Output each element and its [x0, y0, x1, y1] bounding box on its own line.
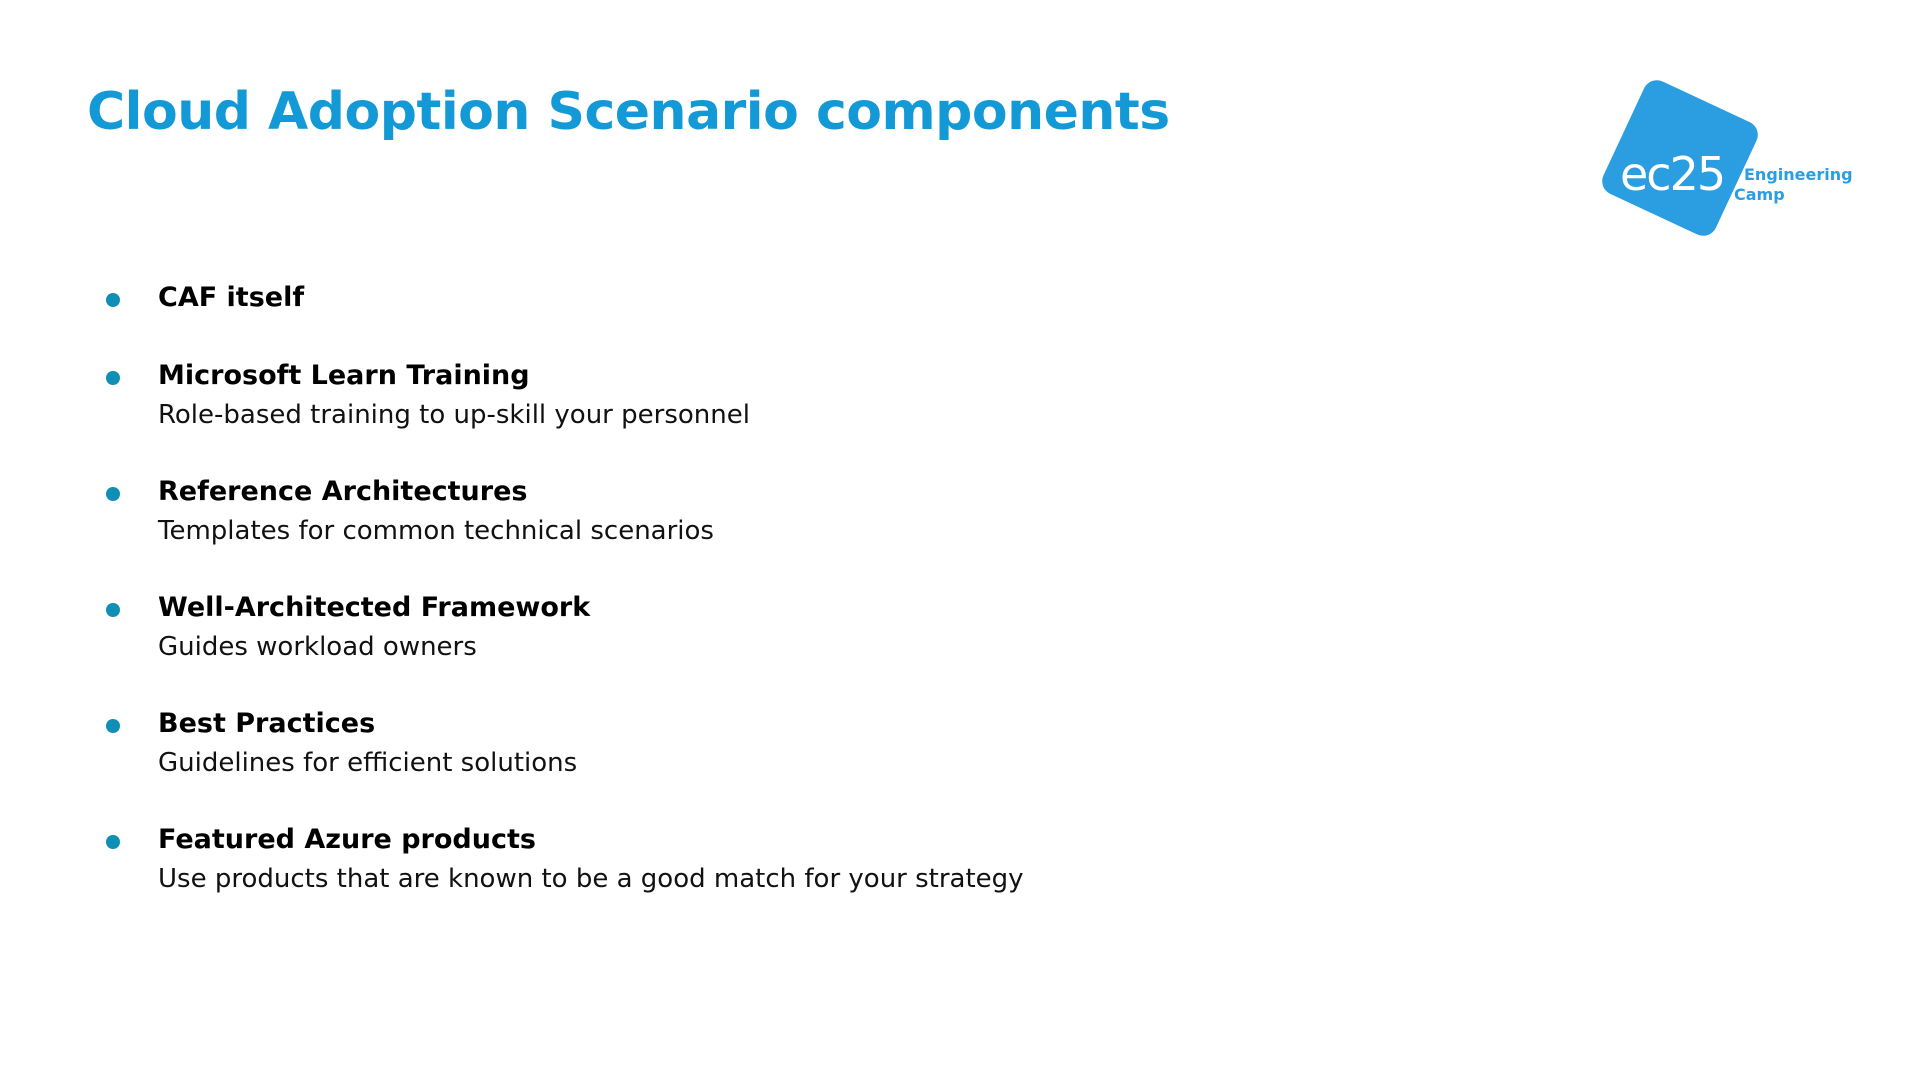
- list-item-best-practices: [104, 704, 1024, 782]
- list-item-description: Guides workload owners: [158, 632, 477, 662]
- bullet-dot: [106, 293, 120, 307]
- ec25-logo-mark: [1600, 80, 1760, 240]
- list-item-description: Templates for common technical scenarios: [158, 516, 714, 546]
- logo-mark-text: ec25: [1620, 147, 1725, 201]
- list-item-well-architected: [104, 588, 1024, 666]
- list-item-learn-training: [104, 356, 1024, 434]
- list-item-heading: Microsoft Learn Training: [158, 360, 530, 391]
- list-item-heading: Well-Architected Framework: [158, 592, 591, 623]
- list-item-caf: [104, 278, 1024, 318]
- component-list: [104, 278, 1024, 936]
- bullet-dot: [106, 371, 120, 385]
- list-item-heading: CAF itself: [158, 282, 305, 313]
- bullet-dot: [106, 603, 120, 617]
- list-item-description: Guidelines for efficient solutions: [158, 748, 578, 778]
- list-item-featured-azure: [104, 820, 1024, 898]
- list-item-heading: Best Practices: [158, 708, 376, 739]
- bullet-dot: [106, 719, 120, 733]
- logo-caption-line2: Camp: [1734, 185, 1785, 204]
- page-title: Cloud Adoption Scenario components: [87, 82, 1170, 142]
- bullet-dot: [106, 835, 120, 849]
- logo-caption: [1734, 165, 1853, 205]
- logo-caption-line1: Engineering: [1744, 165, 1853, 184]
- list-item-reference-architectures: [104, 472, 1024, 550]
- ec25-logo: [1600, 80, 1860, 240]
- list-item-description: Use products that are known to be a good match for your strategy: [158, 864, 1024, 894]
- list-item-heading: Featured Azure products: [158, 824, 536, 855]
- list-item-heading: Reference Architectures: [158, 476, 528, 507]
- bullet-dot: [106, 487, 120, 501]
- list-item-description: Role-based training to up-skill your personnel: [158, 400, 750, 430]
